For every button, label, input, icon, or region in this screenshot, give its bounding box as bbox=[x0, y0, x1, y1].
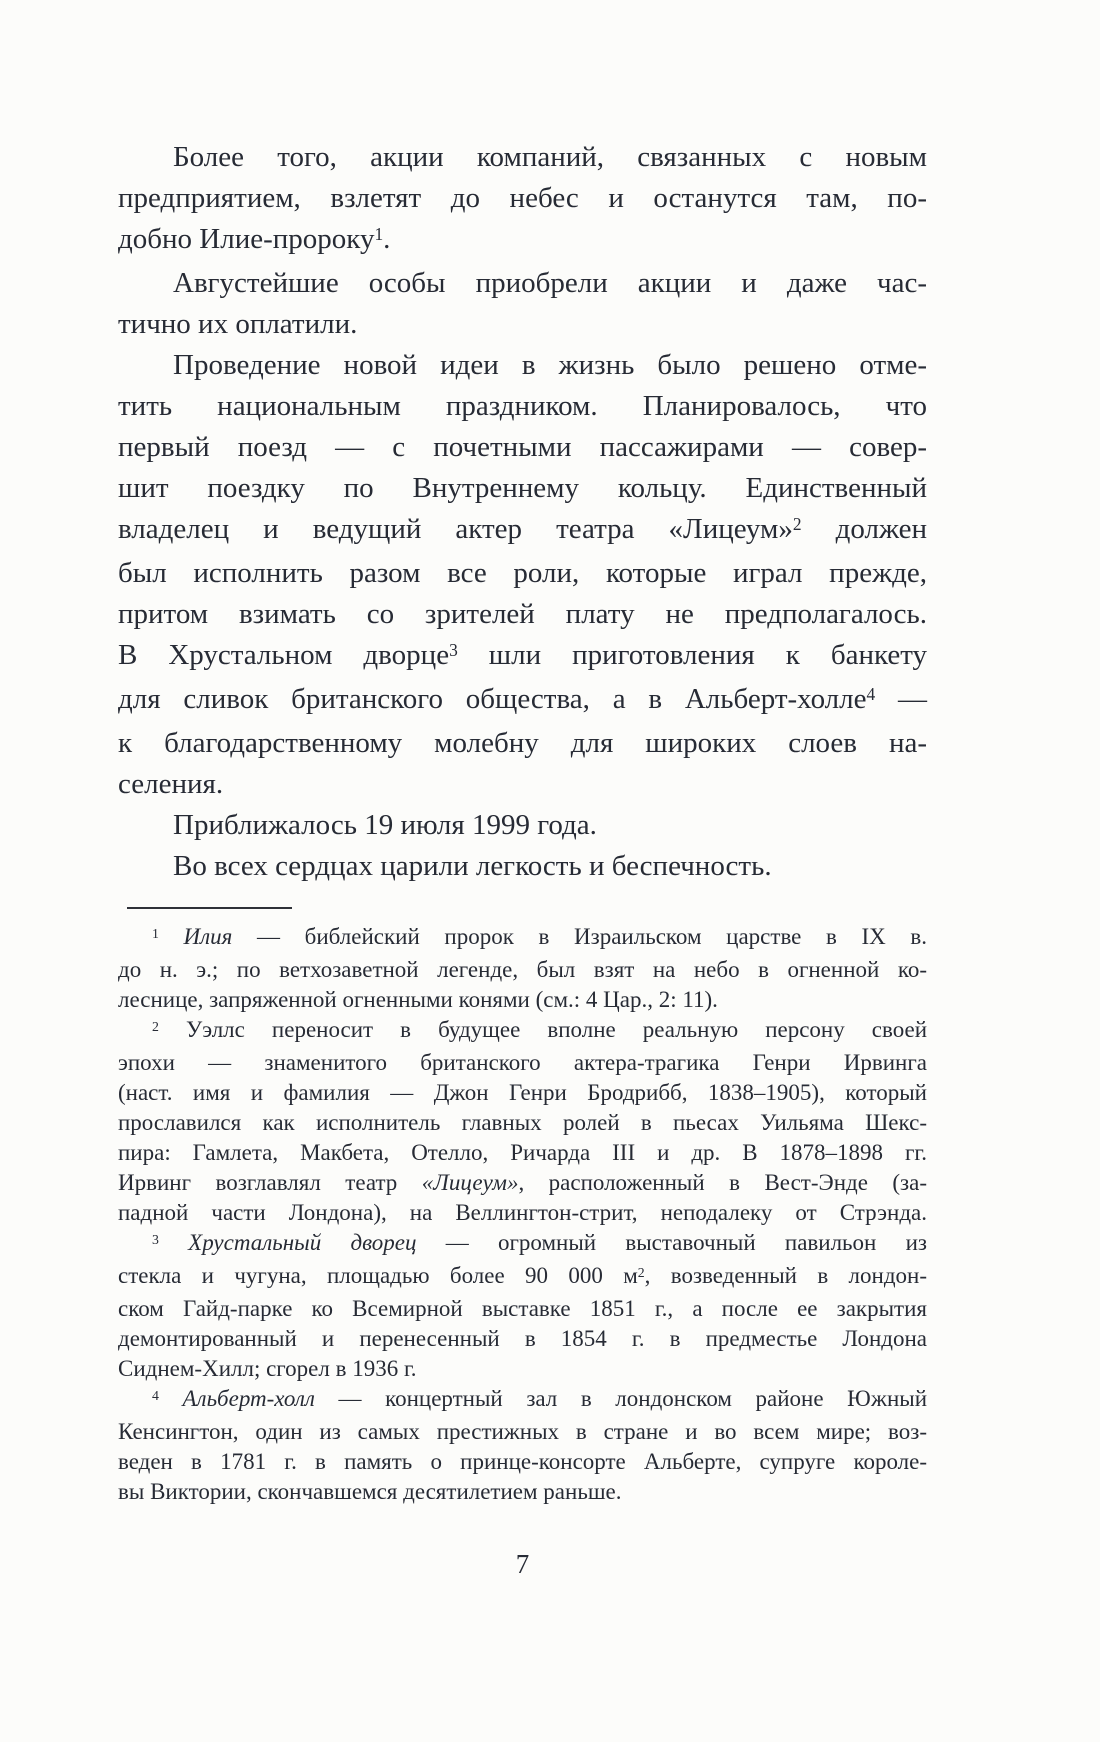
text-run: к благодарственному молебну для широких слоев на- bbox=[118, 727, 927, 759]
text-run: Проведение новой идеи в жизнь было решено отме- bbox=[173, 349, 927, 381]
text-line bbox=[118, 386, 927, 427]
footnote bbox=[118, 922, 927, 1015]
text-line bbox=[118, 805, 927, 846]
text-line bbox=[118, 1015, 927, 1048]
text-run: (наст. имя и фамилия — Джон Генри Бродрибб, 1838–1905), который bbox=[118, 1080, 927, 1105]
text-line bbox=[118, 679, 927, 723]
footnote bbox=[118, 1015, 927, 1228]
text-run: — bbox=[875, 683, 928, 715]
text-line bbox=[118, 764, 927, 805]
text-run: предприятием, взлетят до небес и останутся там, по- bbox=[118, 182, 927, 214]
text-run: добно Илие-пророку bbox=[118, 223, 375, 255]
text-line bbox=[118, 1354, 927, 1384]
text-run: , возведенный в лондон- bbox=[644, 1263, 927, 1288]
text-line bbox=[118, 263, 927, 304]
text-run: В Хрустальном дворце bbox=[118, 639, 450, 671]
text-run: Сиднем-Хилл; сгорел в 1936 г. bbox=[118, 1356, 417, 1381]
text-run: Более того, акции компаний, связанных с новым bbox=[173, 141, 927, 173]
text-run: Августейшие особы приобрели акции и даже час- bbox=[173, 267, 927, 299]
text-run: — огромный выставочный павильон из bbox=[416, 1230, 927, 1255]
text-line bbox=[118, 635, 927, 679]
text-run: — концертный зал в лондонском районе Южный bbox=[314, 1386, 928, 1411]
text-run: падной части Лондона), на Веллингтон-стрит, неподалеку от Стрэнда. bbox=[118, 1200, 927, 1225]
footnote-marker: 4 bbox=[866, 684, 876, 705]
text-line bbox=[118, 427, 927, 468]
text-run: Уэллс переносит в будущее вполне реальную персону своей bbox=[158, 1017, 927, 1042]
text-run bbox=[159, 924, 184, 949]
text-run: тить национальным праздником. Планировалось, что bbox=[118, 390, 927, 422]
italic-term: Илия bbox=[183, 924, 233, 949]
text-line bbox=[118, 1108, 927, 1138]
text-run: владелец и ведущий актер театра «Лицеум» bbox=[118, 513, 793, 545]
paragraph bbox=[118, 137, 927, 263]
page-number: 7 bbox=[515, 1549, 530, 1579]
italic-term: «Лицеум» bbox=[421, 1170, 519, 1195]
text-run: тично их оплатили. bbox=[118, 308, 358, 340]
footnote-marker: 1 bbox=[374, 224, 384, 245]
paragraph bbox=[118, 805, 927, 846]
text-run: эпохи — знаменитого британского актера-трагика Генри Ирвинга bbox=[118, 1050, 927, 1075]
italic-term: Альберт-холл bbox=[182, 1386, 315, 1411]
text-line bbox=[118, 594, 927, 635]
text-run: селения. bbox=[118, 768, 224, 800]
paragraph bbox=[118, 846, 927, 887]
text-line bbox=[118, 1417, 927, 1447]
paragraph bbox=[118, 345, 927, 805]
text-run: ском Гайд-парке ко Всемирной выставке 1851 г., а после ее закрытия bbox=[118, 1296, 927, 1321]
text-line bbox=[118, 1228, 927, 1261]
text-line bbox=[118, 345, 927, 386]
text-line bbox=[118, 1138, 927, 1168]
text-line bbox=[118, 846, 927, 887]
text-run: шит поездку по Внутреннему кольцу. Единственный bbox=[118, 472, 927, 504]
text-line bbox=[118, 178, 927, 219]
text-line bbox=[118, 985, 927, 1015]
text-run: стекла и чугуна, площадью более 90 000 м bbox=[118, 1263, 638, 1288]
text-run: , расположенный в Вест-Энде (за- bbox=[518, 1170, 927, 1195]
text-line bbox=[118, 955, 927, 985]
footnote bbox=[118, 1228, 927, 1384]
footnotes bbox=[118, 922, 927, 1507]
text-run: шли приготовления к банкету bbox=[457, 639, 927, 671]
text-run: первый поезд — с почетными пассажирами — совер- bbox=[118, 431, 927, 463]
text-run: веден в 1781 г. в память о принце-консорте Альберте, супруге короле- bbox=[118, 1449, 927, 1474]
footnote-marker: 2 bbox=[637, 1264, 645, 1280]
text-line bbox=[118, 1168, 927, 1198]
footnote-marker: 3 bbox=[449, 640, 458, 661]
italic-term: Хрустальный дворец bbox=[188, 1230, 417, 1255]
text-line bbox=[118, 1261, 927, 1294]
text-line bbox=[118, 1477, 927, 1507]
footnote-marker: 3 bbox=[152, 1231, 159, 1247]
text-run: Во всех сердцах царили легкость и беспечность. bbox=[173, 850, 772, 882]
text-run: леснице, запряженной огненными конями (см.: 4 Цар., 2: 11). bbox=[118, 987, 718, 1012]
text-line bbox=[118, 509, 927, 553]
text-line bbox=[118, 1324, 927, 1354]
text-run: вы Виктории, скончавшемся десятилетием раньше. bbox=[118, 1479, 622, 1504]
text-line bbox=[118, 468, 927, 509]
text-line bbox=[118, 1198, 927, 1228]
text-run: прославился как исполнитель главных ролей в пьесах Уильяма Шекс- bbox=[118, 1110, 927, 1135]
text-run: должен bbox=[801, 513, 928, 545]
text-run: был исполнить разом все роли, которые играл прежде, bbox=[118, 557, 927, 589]
text-run: пира: Гамлета, Макбета, Отелло, Ричарда III и др. В 1878–1898 гг. bbox=[118, 1140, 927, 1165]
text-run: демонтированный и перенесенный в 1854 г. в предместье Лондона bbox=[118, 1326, 927, 1351]
text-run: . bbox=[383, 223, 391, 255]
text-line bbox=[118, 1447, 927, 1477]
text-run: до н. э.; по ветхозаветной легенде, был взят на небо в огненной ко- bbox=[118, 957, 927, 982]
text-line bbox=[118, 1048, 927, 1078]
footnote-marker: 2 bbox=[152, 1018, 159, 1034]
footnote-marker: 1 bbox=[152, 925, 159, 941]
text-line bbox=[118, 1384, 927, 1417]
text-line bbox=[118, 553, 927, 594]
footnote-marker: 2 bbox=[792, 514, 802, 535]
text-line bbox=[118, 219, 927, 263]
text-line bbox=[118, 137, 927, 178]
text-run: Ирвинг возглавлял театр bbox=[118, 1170, 422, 1195]
text-run: для сливок британского общества, а в Альберт-холле bbox=[118, 683, 867, 715]
paragraph bbox=[118, 263, 927, 345]
text-run: Приближалось 19 июля 1999 года. bbox=[173, 809, 597, 841]
text-run: притом взимать со зрителей плату не предполагалось. bbox=[118, 598, 927, 630]
text-run bbox=[159, 1230, 188, 1255]
text-line bbox=[118, 922, 927, 955]
text-line bbox=[118, 304, 927, 345]
text-run bbox=[159, 1386, 183, 1411]
footnote-marker: 4 bbox=[152, 1387, 159, 1403]
text-line bbox=[118, 723, 927, 764]
text-line bbox=[118, 1078, 927, 1108]
main-text bbox=[118, 137, 927, 887]
text-line bbox=[118, 1294, 927, 1324]
text-run: — библейский пророк в Израильском царстве в IX в. bbox=[232, 924, 928, 949]
text-run: Кенсингтон, один из самых престижных в стране и во всем мире; воз- bbox=[118, 1419, 927, 1444]
footnote-separator bbox=[127, 907, 292, 909]
footnote bbox=[118, 1384, 927, 1507]
